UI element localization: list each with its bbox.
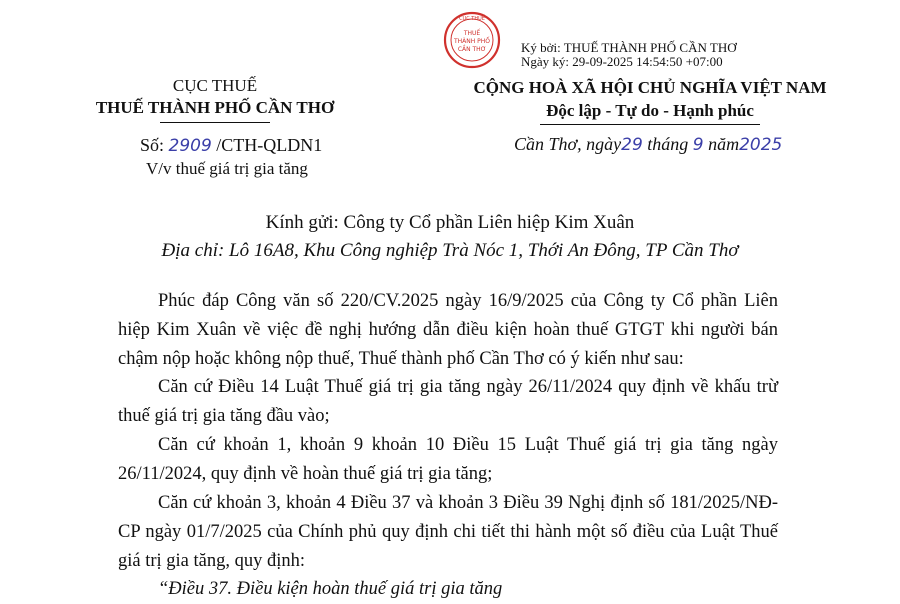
date-place: Cần Thơ, ngày	[514, 134, 622, 154]
agency-divider	[160, 122, 270, 123]
date-day: 29	[621, 135, 643, 155]
body-paragraph-4: Căn cứ khoản 3, khoản 4 Điều 37 và khoản 3 Điều 39 Nghị định số 181/2025/NĐ-CP ngày 01/7/2025 của Chính phủ quy định chi tiết thi hành một số điều của Luật Thuế giá trị gia tăng, quy định:	[118, 493, 778, 571]
agency-parent: CỤC THUẾ	[172, 76, 258, 95]
seal-ring-text: CỤC THUẾ	[459, 16, 485, 22]
document-number-handwritten: 2909	[168, 136, 212, 156]
document-subject: V/v thuế giá trị gia tăng	[146, 159, 308, 178]
seal-line-1: THUẾ	[463, 30, 481, 37]
recipient-address: Địa chỉ: Lô 16A8, Khu Công nghiệp Trà Nóc 1, Thới An Đông, TP Cần Thơ	[161, 240, 739, 261]
body-paragraph-1: Phúc đáp Công văn số 220/CV.2025 ngày 16/9/2025 của Công ty Cổ phần Liên hiệp Kim Xuân về việc đề nghị hướng dẫn điều kiện hoàn thuế GTGT khi người bán chậm nộp hoặc không nộp thuế, Thuế thành phố Cần Thơ có ý kiến như sau:	[118, 291, 778, 369]
body-paragraph-3: Căn cứ khoản 1, khoản 9 khoản 10 Điều 15 Luật Thuế giá trị gia tăng ngày 26/11/2024, quy định về hoàn thuế giá trị gia tăng;	[118, 435, 778, 484]
nation-motto: Độc lập - Tự do - Hạnh phúc	[546, 101, 754, 120]
seal-line-3: CẦN THƠ	[457, 46, 487, 53]
date-month: 9	[692, 135, 704, 155]
date-year-label: năm	[708, 134, 740, 154]
recipient-line: Kính gửi: Công ty Cổ phần Liên hiệp Kim Xuân	[265, 212, 635, 233]
signed-by: Ký bởi: THUẾ THÀNH PHỐ CẦN THƠ	[521, 40, 737, 55]
body-paragraph-2: Căn cứ Điều 14 Luật Thuế giá trị gia tăng ngày 26/11/2024 quy định về khấu trừ thuế giá trị gia tăng đầu vào;	[118, 377, 778, 426]
agency-name: THUẾ THÀNH PHỐ CẦN THƠ	[95, 98, 335, 117]
document-date	[514, 134, 782, 155]
seal-line-2: THÀNH PHỐ	[453, 38, 491, 45]
date-month-label: tháng	[647, 134, 689, 154]
nation-name: CỘNG HOÀ XÃ HỘI CHỦ NGHĨA VIỆT NAM	[473, 78, 827, 97]
signed-at: Ngày ký: 29-09-2025 14:54:50 +07:00	[521, 54, 723, 69]
document-number-suffix: /CTH-QLDN1	[216, 135, 323, 155]
document-number	[140, 135, 322, 156]
motto-underline	[540, 124, 760, 125]
quote-heading: “Điều 37. Điều kiện hoàn thuế giá trị gia tăng	[158, 579, 503, 599]
date-year: 2025	[739, 135, 783, 155]
document-number-prefix: Số:	[140, 135, 165, 155]
tax-office-seal-icon	[443, 11, 501, 69]
